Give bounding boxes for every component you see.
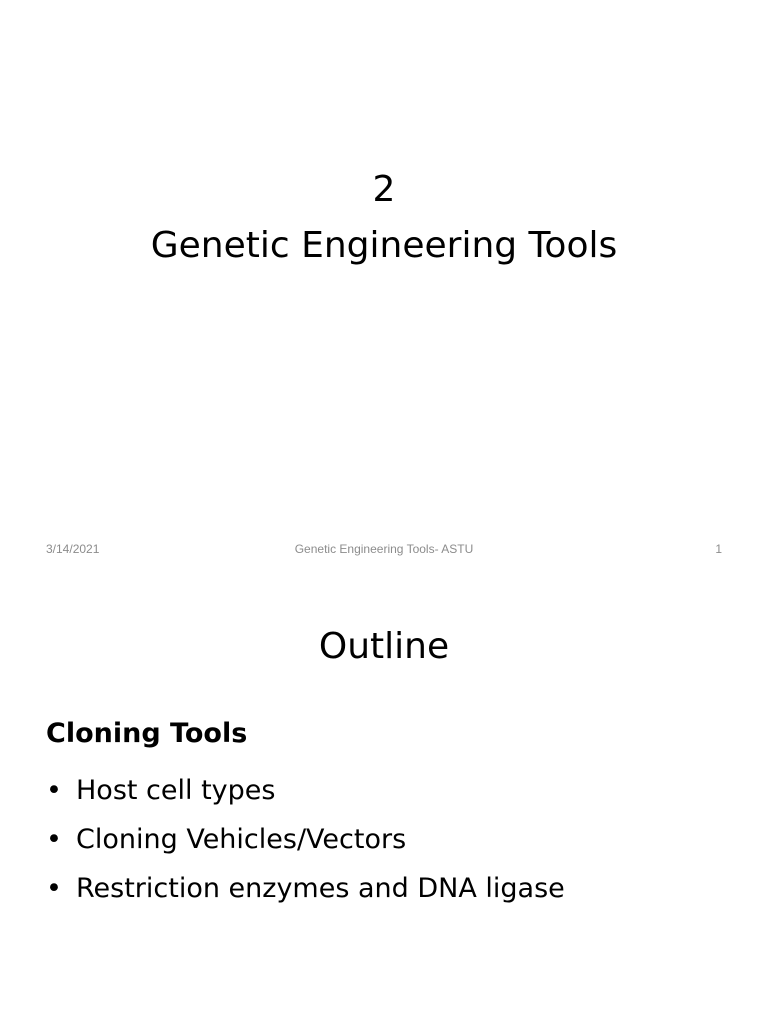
slide-title-number: 2 xyxy=(372,169,396,210)
footer-center-text: Genetic Engineering Tools- ASTU xyxy=(294,542,474,556)
slide-title: Genetic Engineering Tools xyxy=(150,225,618,266)
bullet-text: Cloning Vehicles/Vectors xyxy=(76,824,407,855)
footer-date: 3/14/2021 xyxy=(46,542,100,556)
footer-page-number: 1 xyxy=(715,542,722,556)
bullet-icon: • xyxy=(46,824,62,855)
bullet-list xyxy=(46,766,565,913)
bullet-text: Restriction enzymes and DNA ligase xyxy=(76,873,565,904)
bullet-text: Host cell types xyxy=(76,775,276,806)
list-item xyxy=(46,815,565,864)
list-item xyxy=(46,766,565,815)
slide-2 xyxy=(0,576,768,1024)
bullet-icon: • xyxy=(46,873,62,904)
list-item xyxy=(46,864,565,913)
outline-title: Outline xyxy=(318,626,450,667)
bullet-icon: • xyxy=(46,775,62,806)
section-heading: Cloning Tools xyxy=(46,718,248,749)
